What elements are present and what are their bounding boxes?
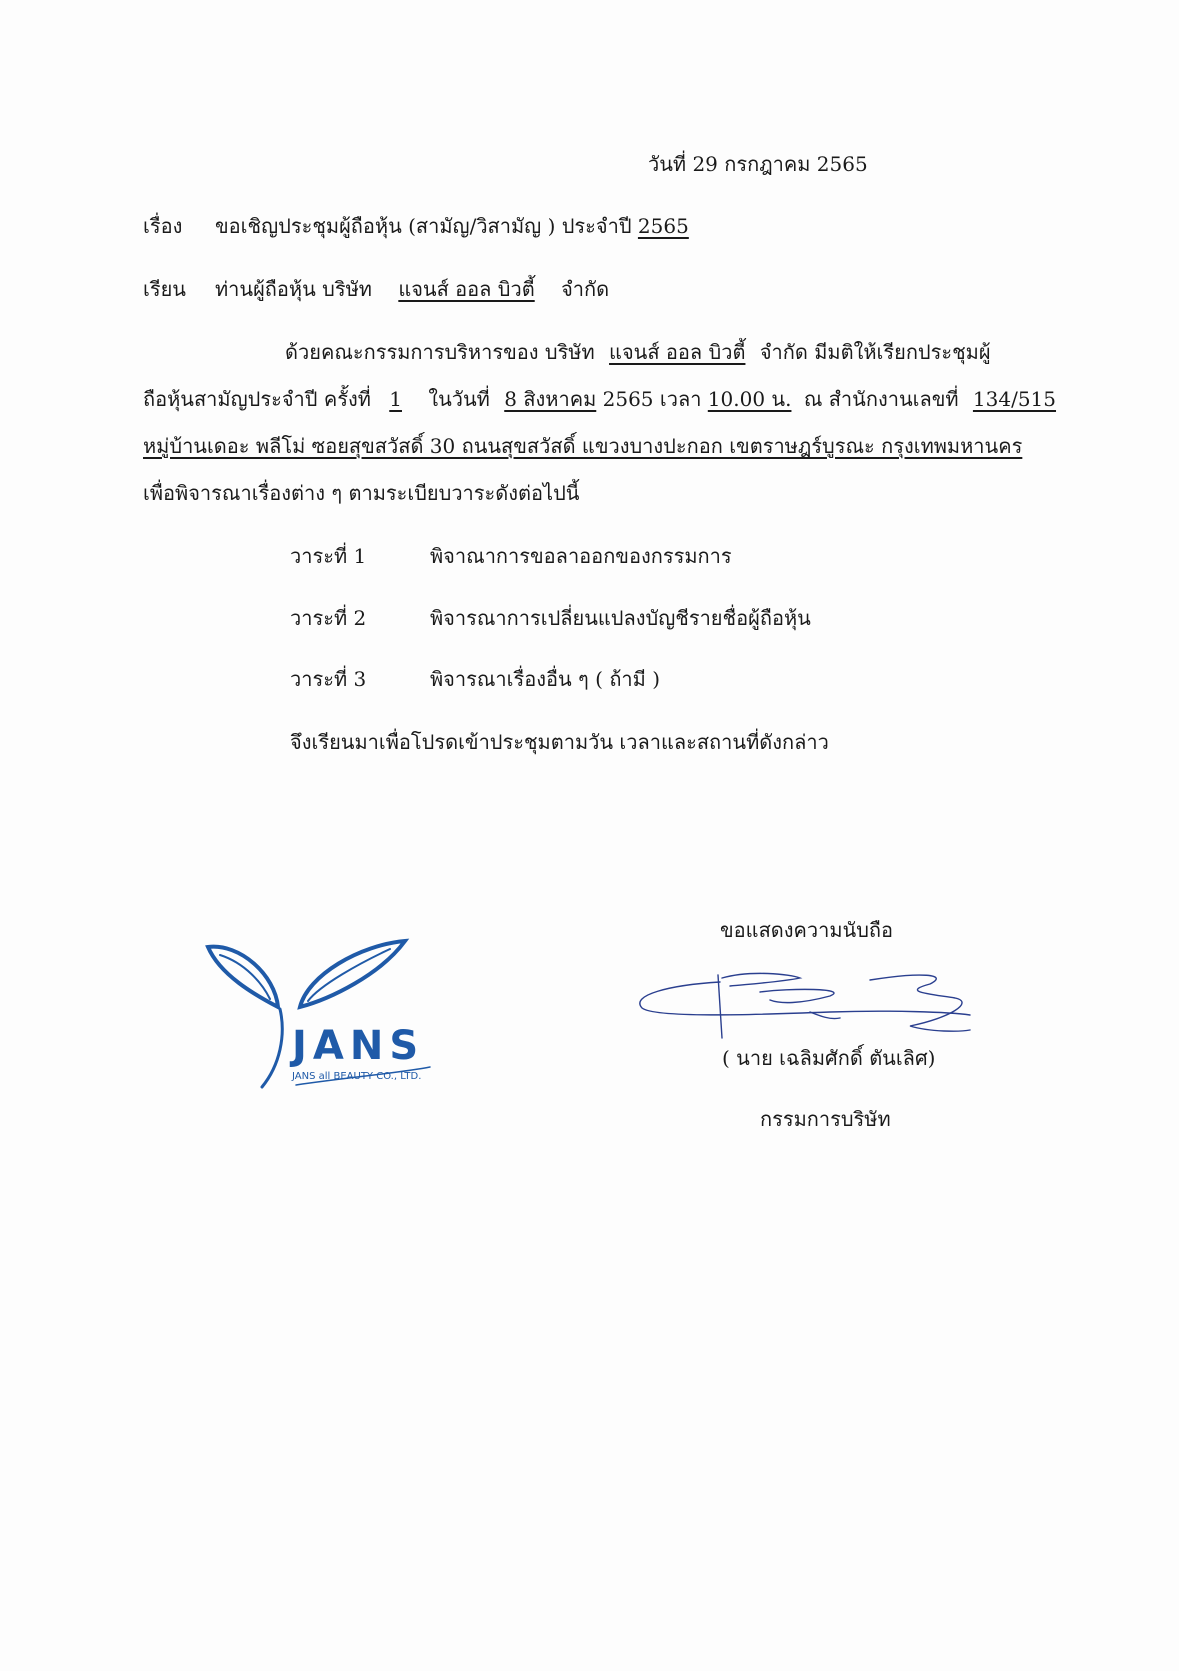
meeting-address: หมู่บ้านเดอะ พลีโม่ ซอยสุขสวัสดิ์ 30 ถนนสุขสวัสดิ์ แขวงบางปะกอก เขตราษฎร์บูรณะ กรุงเทพมหานคร <box>143 434 1023 458</box>
body-line-2 <box>143 385 1056 413</box>
logo-wordmark: JANS <box>292 1023 425 1069</box>
company-logo <box>200 935 460 1095</box>
agenda-3-text: พิจารณาเรื่องอื่น ๆ ( ถ้ามี ) <box>430 667 660 691</box>
body-line-4: เพื่อพิจารณาเรื่องต่าง ๆ ตามระเบียบวาระดังต่อไปนี้ <box>143 481 580 505</box>
signer-name: ( นาย เฉลิมศักดิ์ ตันเลิศ) <box>722 1046 936 1070</box>
body-company: แจนส์ ออล บิวตี้ <box>609 340 746 364</box>
meeting-year-time-label: 2565 เวลา <box>602 387 702 411</box>
date-line: วันที่ 29 กรกฎาคม 2565 <box>648 152 868 176</box>
agenda-1-text: พิจาณาการขอลาออกของกรรมการ <box>430 544 732 568</box>
subject-text: ขอเชิญประชุมผู้ถือหุ้น (สามัญ/วิสามัญ ) ประจำปี <box>215 214 632 238</box>
agenda-2-label: วาระที่ 2 <box>290 606 367 630</box>
body-intro: ด้วยคณะกรรมการบริหารของ บริษัท <box>285 340 595 364</box>
regards: ขอแสดงความนับถือ <box>720 918 894 942</box>
body-resolution: จำกัด มีมติให้เรียกประชุมผู้ <box>759 340 991 364</box>
to-prefix: ท่านผู้ถือหุ้น บริษัท <box>215 277 372 301</box>
subject-label: เรื่อง <box>143 214 183 238</box>
meeting-place-label: ณ สำนักงานเลขที่ <box>803 387 959 411</box>
closing-line: จึงเรียนมาเพื่อโปรดเข้าประชุมตามวัน เวลาและสถานที่ดังกล่าว <box>290 730 829 754</box>
meeting-date: 8 สิงหาคม <box>504 387 597 411</box>
signature-stroke-top <box>722 973 800 986</box>
signature-stroke-vertical <box>718 975 722 1038</box>
signer-title: กรรมการบริษัท <box>760 1107 891 1131</box>
body-line-1 <box>285 338 991 366</box>
agenda-2-text: พิจารณาการเปลี่ยนแปลงบัญชีรายชื่อผู้ถือหุ้น <box>430 606 811 630</box>
agenda-1-label: วาระที่ 1 <box>290 544 367 568</box>
logo-company: JANS all BEAUTY CO., LTD. <box>292 1071 422 1082</box>
to-line <box>215 275 609 303</box>
to-company: แจนส์ ออล บิวตี้ <box>398 277 535 301</box>
to-label: เรียน <box>143 277 186 301</box>
meeting-time: 10.00 น. <box>707 387 792 411</box>
signature-stroke-tail <box>870 975 970 1031</box>
subject <box>215 212 689 240</box>
meeting-number: 1 <box>389 387 402 411</box>
subject-year: 2565 <box>637 214 689 238</box>
agenda-3-label: วาระที่ 3 <box>290 667 367 691</box>
meeting-type: ถือหุ้นสามัญประจำปี ครั้งที่ <box>143 387 371 411</box>
signature <box>630 960 990 1045</box>
meeting-date-label: ในวันที่ <box>428 387 490 411</box>
meeting-address-number: 134/515 <box>972 387 1057 411</box>
to-suffix: จำกัด <box>561 277 610 301</box>
signature-stroke-loop <box>760 989 834 1002</box>
